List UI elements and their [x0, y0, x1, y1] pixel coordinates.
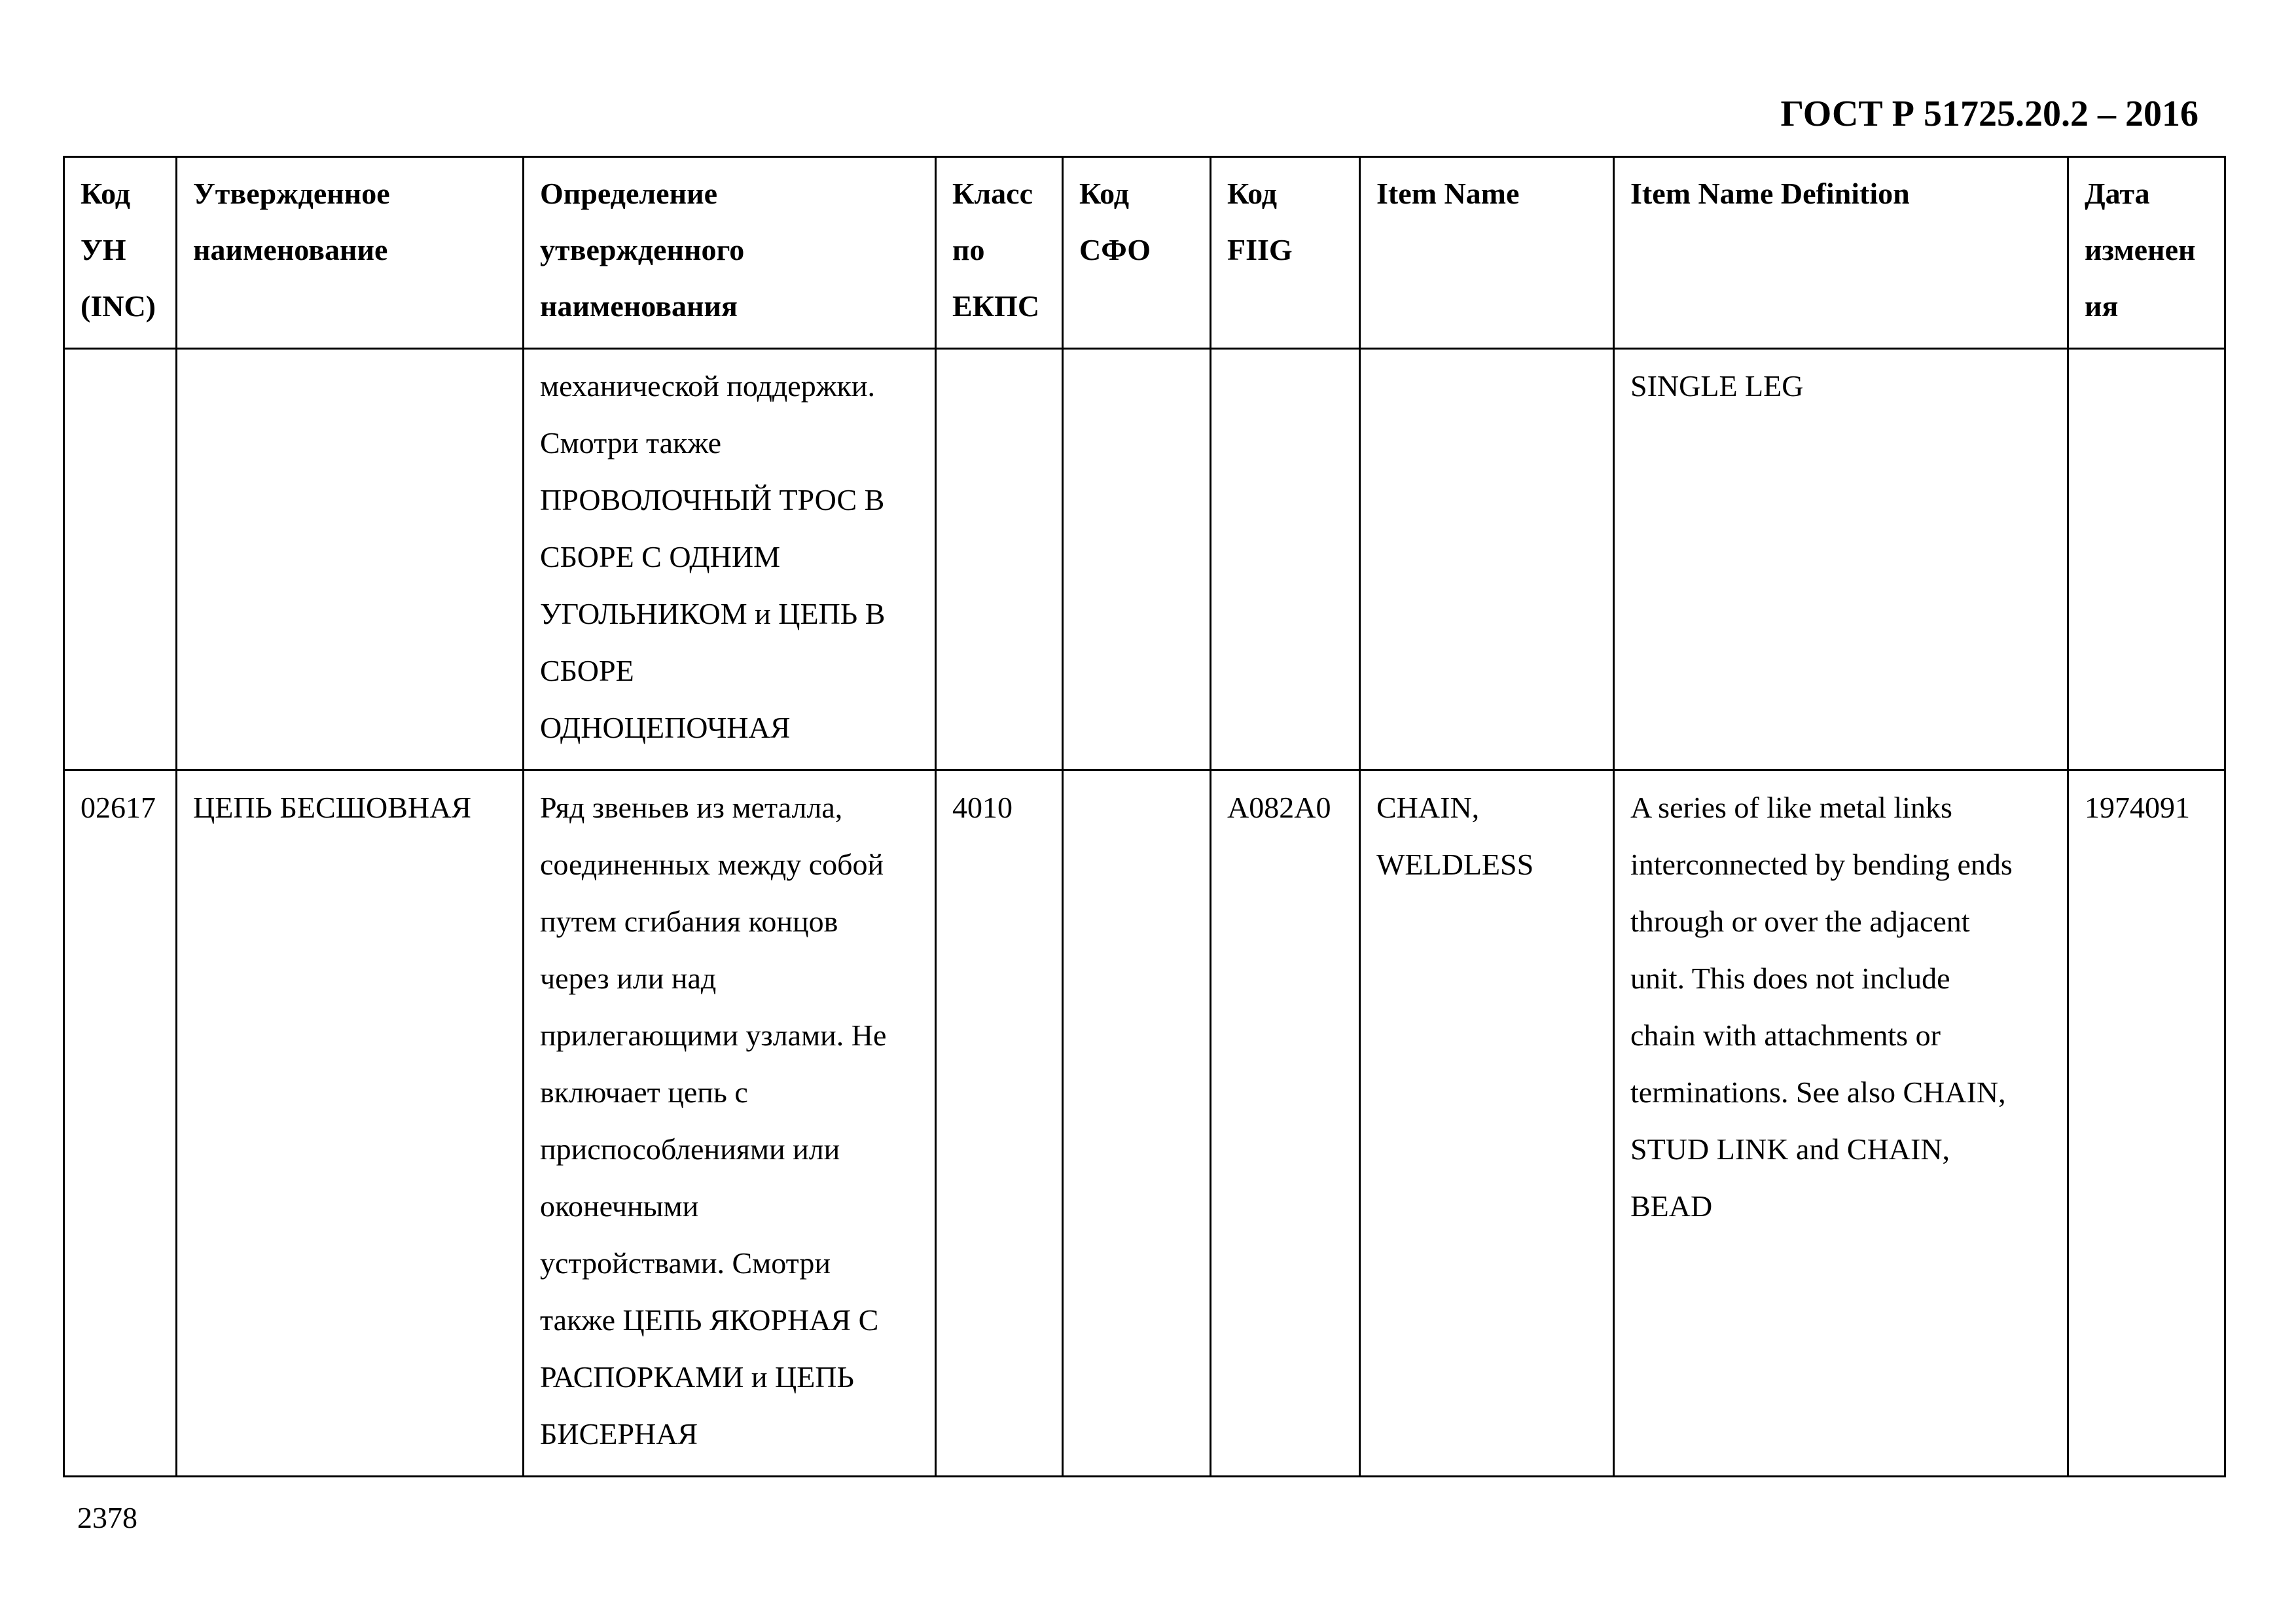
table-row [64, 770, 2225, 1477]
table-cell: ЦЕПЬ БЕСШОВНАЯ [177, 770, 524, 1477]
table-cell: CHAIN, WELDLESS [1360, 770, 1614, 1477]
header-sfo-code: Код СФО [1063, 157, 1211, 349]
table-cell: SINGLE LEG [1614, 349, 2068, 770]
header-item-name-definition: Item Name Definition [1614, 157, 2068, 349]
table-cell: Ряд звеньев из металла, соединенных между собой путем сгибания концов через или над прилегающими узлами. Не включает цепь с приспособлениями или оконечными устройствами. Смотри также ЦЕПЬ ЯКОРНАЯ С РАСПОРКАМИ и ЦЕПЬ БИСЕРНАЯ [524, 770, 936, 1477]
table-cell: механической поддержки. Смотри также ПРОВОЛОЧНЫЙ ТРОС В СБОРЕ С ОДНИМ УГОЛЬНИКОМ и ЦЕПЬ В СБОРЕ ОДНОЦЕПОЧНАЯ [524, 349, 936, 770]
header-ekps-class: Класс по ЕКПС [936, 157, 1063, 349]
table-cell [2068, 349, 2225, 770]
table-cell: A082A0 [1211, 770, 1360, 1477]
table-cell: A series of like metal links interconnected by bending ends through or over the adjacent unit. This does not include chain with attachments or terminations. See also CHAIN, STUD LINK and CHAIN, BEAD [1614, 770, 2068, 1477]
table-cell: 02617 [64, 770, 177, 1477]
table-cell: 4010 [936, 770, 1063, 1477]
header-inc-code: Код УН (INC) [64, 157, 177, 349]
header-name-definition: Определение утвержденного наименования [524, 157, 936, 349]
header-approved-name: Утвержденное наименование [177, 157, 524, 349]
table-cell [1063, 770, 1211, 1477]
header-change-date: Дата изменен ия [2068, 157, 2225, 349]
table-cell [1360, 349, 1614, 770]
table-cell: 1974091 [2068, 770, 2225, 1477]
table-cell [936, 349, 1063, 770]
table-cell [64, 349, 177, 770]
table-cell [1211, 349, 1360, 770]
document-header: ГОСТ Р 51725.20.2 – 2016 [1780, 94, 2198, 134]
table-row [64, 349, 2225, 770]
page-number: 2378 [77, 1501, 137, 1534]
table-header-row [64, 157, 2225, 349]
table-cell [1063, 349, 1211, 770]
header-item-name: Item Name [1360, 157, 1614, 349]
data-table [63, 156, 2226, 1477]
header-fiig-code: Код FIIG [1211, 157, 1360, 349]
table-cell [177, 349, 524, 770]
